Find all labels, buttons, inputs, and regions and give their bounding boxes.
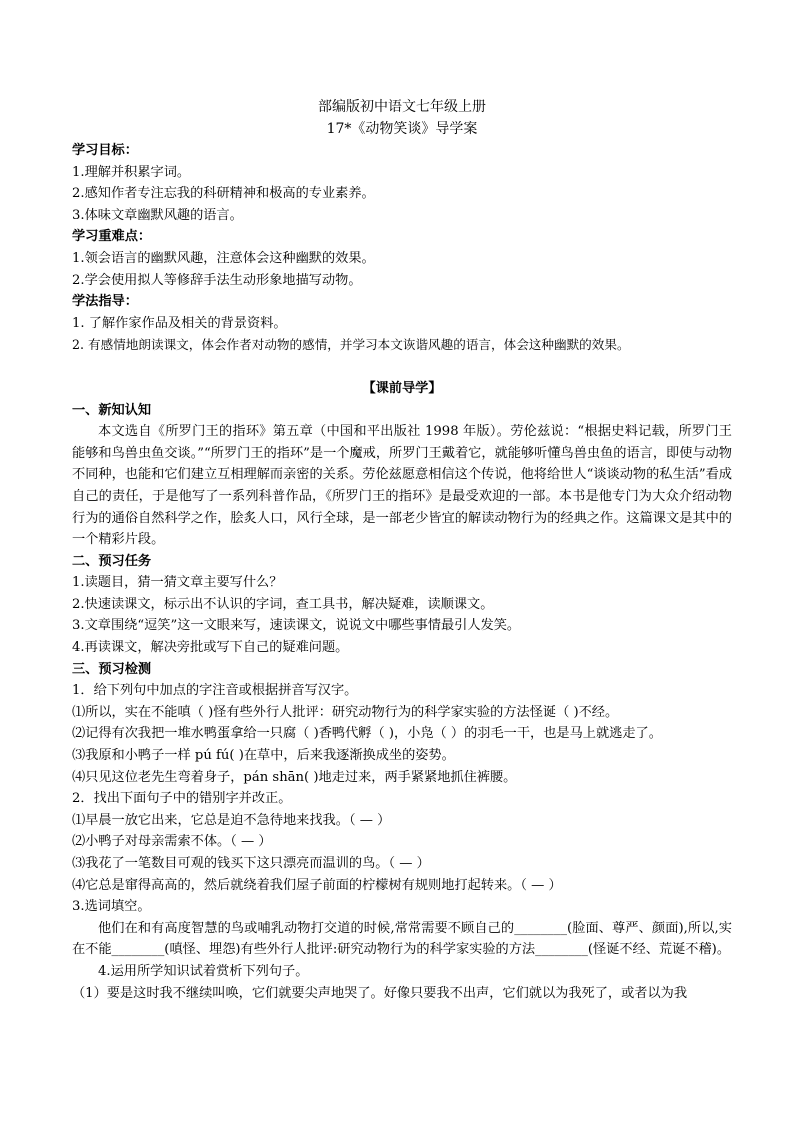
question3-heading: 3.选词填空。 [72,899,151,915]
question1-heading: 1．给下列句中加点的字注音或根据拼音写汉字。 [72,683,358,699]
method-heading: 学法指导： [72,294,138,310]
question1-item: ⑵记得有次我把一堆水鸭蛋拿给一只腐（ )香鸭代孵（ )，小凫（ ）的羽毛一干，也是马上就逃走了。 [72,726,662,742]
method-item: 2. 有感情地朗读课文，体会作者对动物的感情，并学习本文诙谐风趣的语言，体会这种幽默的效果。 [72,337,630,353]
section-title: 【课前导学】 [362,380,442,396]
question1-item: ⑷只见这位老先生弯着身子，pán shān( )地走过来，两手紧紧地抓住裤腰。 [72,769,517,785]
task-item: 3.文章围绕“逗笑”这一文眼来写，速读课文，说说文中哪些事情最引人发笑。 [72,618,521,634]
keypoint-item: 2.学会使用拟人等修辞手法生动形象地描写动物。 [72,272,362,288]
goal-item: 2.感知作者专注忘我的科研精神和极高的专业素养。 [72,186,375,202]
intro-paragraph: 本文选自《所罗门王的指环》第五章（中国和平出版社 1998 年版）。劳伦兹说：“根据史料记载，所罗门王能够和鸟兽虫鱼交谈。”“所罗门王的指环”是一个魔戒，所罗门王戴着它，就能够听懂鸟兽虫鱼的语言，即使与动物不同种，也能和它们建立互相理解而亲密的关系。劳伦兹愿意相信这个传说，他将给世人“谈谈动物的私生活”看成自己的责任，于是他写了一系列科普作品，《所罗门王的指环》是最受欢迎的一部。本书是他专门为大众介绍动物行为的通俗自然科学之作，脍炙人口，风行全球，是一部老少皆宜的解读动物行为的经典之作。这篇课文是其中的一个精彩片段。 [72,424,732,548]
question1-item: ⑴所以，实在不能嗔（ )怪有些外行人批评：研究动物行为的科学家实验的方法怪诞（ )不经。 [72,704,619,720]
task-item: 2.快速读课文，标示出不认识的字词，查工具书，解决疑难，读顺课文。 [72,596,494,612]
part1-heading: 一、新知认知 [72,402,152,418]
question2-item: ⑶我花了一笔数目可观的钱买下这只漂亮而温训的鸟。（ — ） [72,856,430,871]
keypoints-heading: 学习重难点： [72,229,152,245]
method-item: 1. 了解作家作品及相关的背景资料。 [72,315,287,331]
task-item: 4.再读课文，解决旁批或写下自己的疑难问题。 [72,640,349,656]
goals-heading: 学习目标： [72,143,138,158]
question1-item: ⑶我原和小鸭子一样 pú fú( )在草中，后来我逐渐换成坐的姿势。 [72,748,455,764]
task-item: 1.读题目，猜一猜文章主要写什么？ [72,575,283,591]
document-title: 部编版初中语文七年级上册 [318,99,486,115]
goal-item: 3.体味文章幽默风趣的语言。 [72,207,243,223]
document-page [72,96,732,1004]
part3-heading: 三、预习检测 [72,661,152,677]
keypoint-item: 1.领会语言的幽默风趣，注意体会这种幽默的效果。 [72,250,375,266]
question2-item: ⑴早晨一放它出来，它总是迫不急待地来找我。（ — ） [72,812,391,828]
question4-item: （1）要是这时我不继续叫唤，它们就要尖声地哭了。好像只要我不出声，它们就以为我死了，或者以为我 [72,985,688,1001]
question2-item: ⑵小鸭子对母亲需索不体。（ — ） [72,834,272,850]
question4-heading: 4.运用所学知识试着赏析下列句子。 [98,963,309,979]
spacer [72,356,732,378]
part2-heading: 二、预习任务 [72,553,152,569]
goal-item: 1.理解并积累字词。 [72,164,191,180]
document-subtitle: 17*《动物笑谈》导学案 [326,121,478,137]
question2-item: ⑷它总是窜得高高的，然后就绕着我们屋子前面的柠檬树有规则地打起转来。（ — ） [72,877,562,893]
question2-heading: 2．找出下面句子中的错别字并改正。 [72,791,292,807]
question3-paragraph: 他们在和有高度智慧的鸟或哺乳动物打交道的时候,常常需要不顾自己的________(脸面、尊严、颜面),所以,实在不能________(嗔怪、埋怨)有些外行人批评:研究动物行为的科学家实验的方法________(怪诞不经、荒诞不稽)。 [72,920,732,958]
